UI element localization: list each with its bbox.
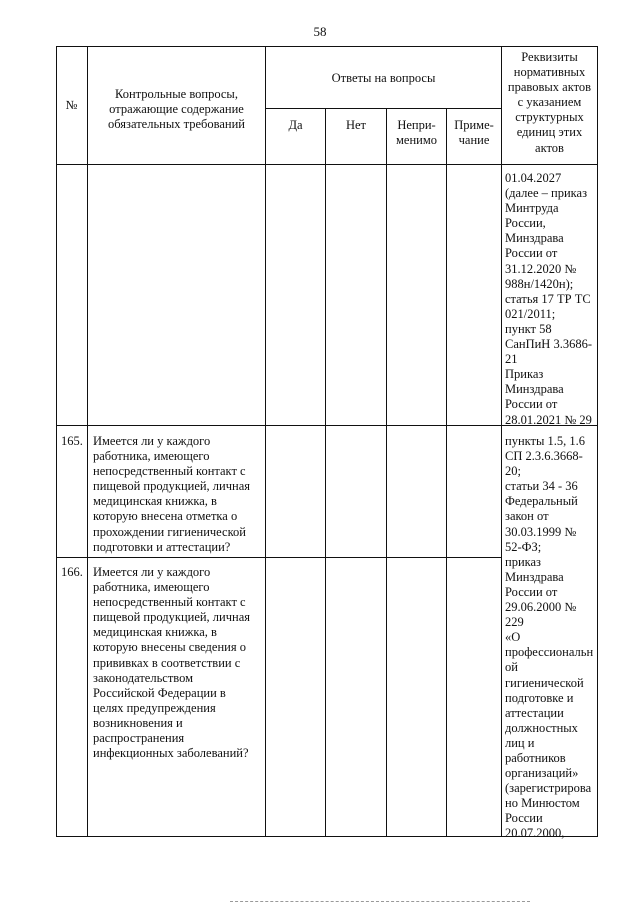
question-column-border bbox=[265, 46, 266, 837]
page-bottom-edge bbox=[230, 901, 530, 902]
table-left-border bbox=[56, 46, 57, 837]
yes-column-border bbox=[325, 108, 326, 837]
header-num: № bbox=[65, 98, 78, 112]
row-166-question: Имеется ли у каждого работника, имеющего непосредственный контакт с пищевой продукцией, личная медицинская книжка, в которую внесены сведения о прививках в соответствии с законодательством Российской Федерации в целях предупреждения возникновения и распространения инфекционных заболеваний? bbox=[93, 565, 251, 761]
num-column-border bbox=[87, 46, 88, 837]
table-right-border bbox=[597, 46, 598, 837]
na-column-border bbox=[446, 108, 447, 837]
row-166-top-border bbox=[56, 557, 502, 558]
row-165-question: Имеется ли у каждого работника, имеющего непосредственный контакт с пищевой продукцией, личная медицинская книжка, в которую внесена отметка о прохождении гигиенической подготовки и аттестации? bbox=[93, 434, 251, 554]
header-questions: Контрольные вопросы, отражающие содержание обязательных требований bbox=[108, 87, 245, 132]
header-note: Приме- чание bbox=[454, 118, 494, 148]
table-top-border bbox=[56, 46, 598, 47]
header-no: Нет bbox=[345, 118, 367, 132]
row-166-number: 166. bbox=[61, 565, 83, 579]
header-not-applicable: Непри- менимо bbox=[396, 118, 437, 148]
row-continuation-requisites: 01.04.2027 (далее – приказ Минтруда России, Минздрава России от 31.12.2020 № 988н/1420н); статья 17 ТР ТС 021/2011; пункт 58 СанПиН 3.3686- 21 Приказ Минздрава России от 28.01.2021 № 29 bbox=[505, 171, 592, 427]
header-requisites: Реквизиты нормативных правовых актов с указанием структурных единиц этих актов bbox=[507, 50, 592, 155]
answers-subheader-border bbox=[265, 108, 501, 109]
note-column-border bbox=[501, 46, 502, 837]
shared-requisites: пункты 1.5, 1.6 СП 2.3.6.3668- 20; статьи 34 - 36 Федеральный закон от 30.03.1999 № 52-ФЗ; приказ Минздрава России от 29.06.2000 № 229 «О профессиональн ой гигиенической подготовке и аттестации должностных лиц и работников организаций» (зарегистрирова но Минюстом России 20.07.2000, bbox=[505, 434, 594, 841]
header-yes: Да bbox=[288, 118, 303, 132]
header-bottom-border bbox=[56, 164, 598, 165]
row-165-number: 165. bbox=[61, 434, 83, 448]
page-number: 58 bbox=[313, 24, 327, 39]
no-column-border bbox=[386, 108, 387, 837]
header-answers: Ответы на вопросы bbox=[331, 71, 436, 85]
